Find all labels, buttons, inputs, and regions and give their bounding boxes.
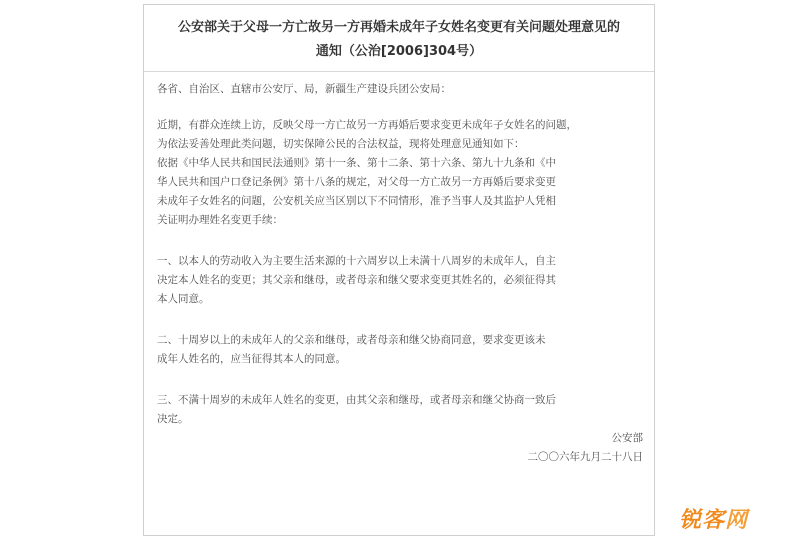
document-title [144,5,654,72]
signature: 公安部 [611,432,643,444]
salutation: 各省、自治区、直辖市公安厅、局，新疆生产建设兵团公安局： [157,83,451,95]
item-three: 三、不满十周岁的未成年人姓名的变更，由其父亲和继母，或者母亲和继父协商一致后 决定。 [157,394,556,425]
document-body [157,80,643,467]
document-panel [143,4,655,536]
intro-paragraph: 近期，有群众连续上访，反映父母一方亡故另一方再婚后要求变更未成年子女姓名的问题， 为依法妥善处理此类问题，切实保障公民的合法权益，现将处理意见通知如下： 依据《中华人民共和国民法通则》第十一条、第十二条、第十六条、第九十九条和《中 华人民共和国户口登记条例》第十八条的规定，对父母一方亡故另一方再婚后要求变更 未成年子女姓名的问题，公安机关应当区别以下不同情形，准予当事人及其监护人凭相 关证明办理姓名变更手续： [157,119,577,226]
item-two: 二、十周岁以上的未成年人的父亲和继母，或者母亲和继父协商同意，要求变更该未 成年人姓名的，应当征得其本人的同意。 [157,334,546,365]
spacer [157,309,643,331]
watermark-suffix: 网 [725,508,749,533]
spacer [157,369,643,391]
title-line-1: 公安部关于父母一方亡故另一方再婚未成年子女姓名变更有关问题处理意见的 [177,20,620,35]
spacer [157,99,643,116]
watermark-brand: 锐客 [679,508,726,533]
signature-date: 二〇〇六年九月二十八日 [527,451,643,463]
item-one: 一、以本人的劳动收入为主要生活来源的十六周岁以上未满十八周岁的未成年人，自主 决定本人姓名的变更；其父亲和继母，或者母亲和继父要求变更其姓名的，必须征得其 本人同意。 [157,255,556,305]
site-watermark-logo [679,503,794,533]
title-line-2: 通知（公治[2006]304号） [315,44,483,59]
spacer [157,230,643,252]
